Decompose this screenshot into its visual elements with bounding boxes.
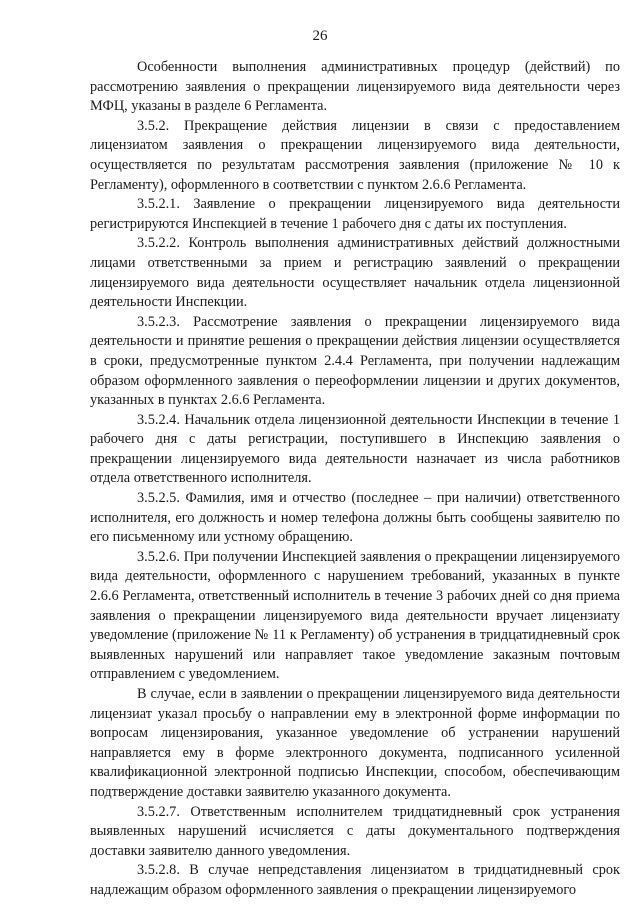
- paragraph-3-5-2-4: 3.5.2.4. Начальник отдела лицензионной деятельности Инспекции в течение 1 рабочего дня с даты регистрации, поступившего в Инспекцию заявления о прекращении лицензируемого вида деятельности назначает из числа работников отдела ответственного исполнителя.: [90, 411, 620, 487]
- paragraph-3-5-2-2: 3.5.2.2. Контроль выполнения административных действий должностными лицами ответственными за прием и регистрацию заявлений о прекращении лицензируемого вида деятельности осуществляет начальник отдела лицензионной деятельности Инспекции.: [90, 235, 620, 311]
- paragraph-3-5-2-6: 3.5.2.6. При получении Инспекцией заявления о прекращении лицензируемого вида деятельности, оформленного с нарушением требований, указанных в пункте 2.6.6 Регламента, ответственный исполнитель в течение 3 рабочих дней со дня приема заявления о прекращении лицензируемого вида деятельности вручает лицензиату уведомление (приложение № 11 к Регламенту) об устранения в тридцатидневный срок выявленных нарушений или направляет такое уведомление заказным почтовым отправлением с уведомлением.: [90, 548, 620, 683]
- paragraph-3-5-2-1: 3.5.2.1. Заявление о прекращении лицензируемого вида деятельности регистрируются Инспекцией в течение 1 рабочего дня с даты их поступления.: [90, 196, 620, 232]
- paragraph-3-5-2: 3.5.2. Прекращение действия лицензии в связи с предоставлением лицензиатом заявления о прекращении лицензируемого вида деятельности, осуществляется по результатам рассмотрения заявления (приложение № 10 к Регламенту), оформленного в соответствии с пунктом 2.6.6 Регламента.: [90, 117, 620, 193]
- paragraph-mfc-procedures: Особенности выполнения административных процедур (действий) по рассмотрению заявления о прекращении лицензируемого вида деятельности через МФЦ, указаны в разделе 6 Регламента.: [90, 59, 620, 115]
- paragraph-3-5-2-3: 3.5.2.3. Рассмотрение заявления о прекращении лицензируемого вида деятельности и принятие решения о прекращении действия лицензии осуществляется в сроки, предусмотренные пунктом 2.4.4 Регламента, при получении надлежащим образом оформленного заявления о переоформлении лицензии и других документов, указанных в пунктах 2.6.6 Регламента.: [90, 313, 620, 409]
- paragraph-3-5-2-5: 3.5.2.5. Фамилия, имя и отчество (последнее – при наличии) ответственного исполнителя, его должность и номер телефона должны быть сообщены заявителю по его письменному или устному обращению.: [90, 490, 620, 546]
- document-body: [90, 58, 620, 901]
- paragraph-3-5-2-8: 3.5.2.8. В случае непредставления лицензиатом в тридцатидневный срок надлежащим образом оформленного заявления о прекращении лицензируемого: [90, 862, 620, 898]
- paragraph-electronic-notice: В случае, если в заявлении о прекращении лицензируемого вида деятельности лицензиат указал просьбу о направлении ему в электронной форме информации по вопросам лицензирования, указанное уведомление об устранении нарушений направляется ему в форме электронного документа, подписанного усиленной квалификационной электронной подписью Инспекции, способом, обеспечивающим подтверждение доставки заявителю указанного документа.: [90, 686, 620, 800]
- page-number: 26: [312, 28, 328, 44]
- paragraph-3-5-2-7: 3.5.2.7. Ответственным исполнителем тридцатидневный срок устранения выявленных нарушений исчисляется с даты документального подтверждения доставки заявителю данного уведомления.: [90, 803, 620, 859]
